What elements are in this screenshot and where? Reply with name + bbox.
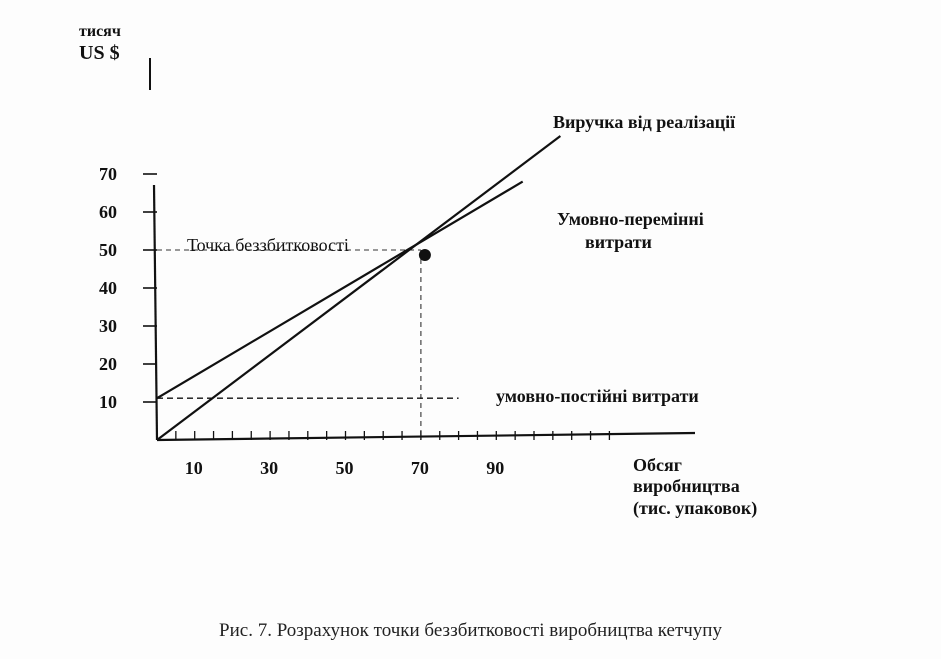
x-axis-label-line3: (тис. упаковок) <box>633 498 758 518</box>
y-axis-label-line2: US $ <box>79 42 120 64</box>
x-tick-label: 90 <box>486 458 505 478</box>
variable-costs-line <box>157 182 523 399</box>
x-axis <box>157 433 695 440</box>
fixed-costs-label: умовно-постійні витрати <box>496 386 699 406</box>
revenue-label: Виручка від реалізації <box>553 112 736 132</box>
break-even-point <box>419 249 431 261</box>
x-tick-label: 70 <box>410 458 429 478</box>
variable-costs-label-line2: витрати <box>585 232 652 252</box>
y-tick-label: 30 <box>99 316 117 336</box>
x-tick-label: 30 <box>260 458 279 478</box>
y-axis-label-line1: тисяч <box>79 23 121 40</box>
x-axis-label-line2: виробництва <box>633 476 740 496</box>
y-tick-label: 70 <box>99 164 117 184</box>
y-tick-label: 10 <box>99 392 117 412</box>
y-tick-label: 60 <box>99 202 117 222</box>
y-tick-label: 20 <box>99 354 117 374</box>
x-tick-label: 10 <box>184 458 203 478</box>
figure-caption: Рис. 7. Розрахунок точки беззбитковості виробництва кетчупу <box>219 620 722 641</box>
x-axis-label-line1: Обсяг <box>633 455 682 475</box>
y-tick-label: 40 <box>99 278 117 298</box>
variable-costs-label-line1: Умовно-перемінні <box>557 209 704 229</box>
x-tick-label: 50 <box>335 458 354 478</box>
break-even-label: Точка беззбитковості <box>187 235 349 255</box>
y-tick-label: 50 <box>99 240 117 260</box>
